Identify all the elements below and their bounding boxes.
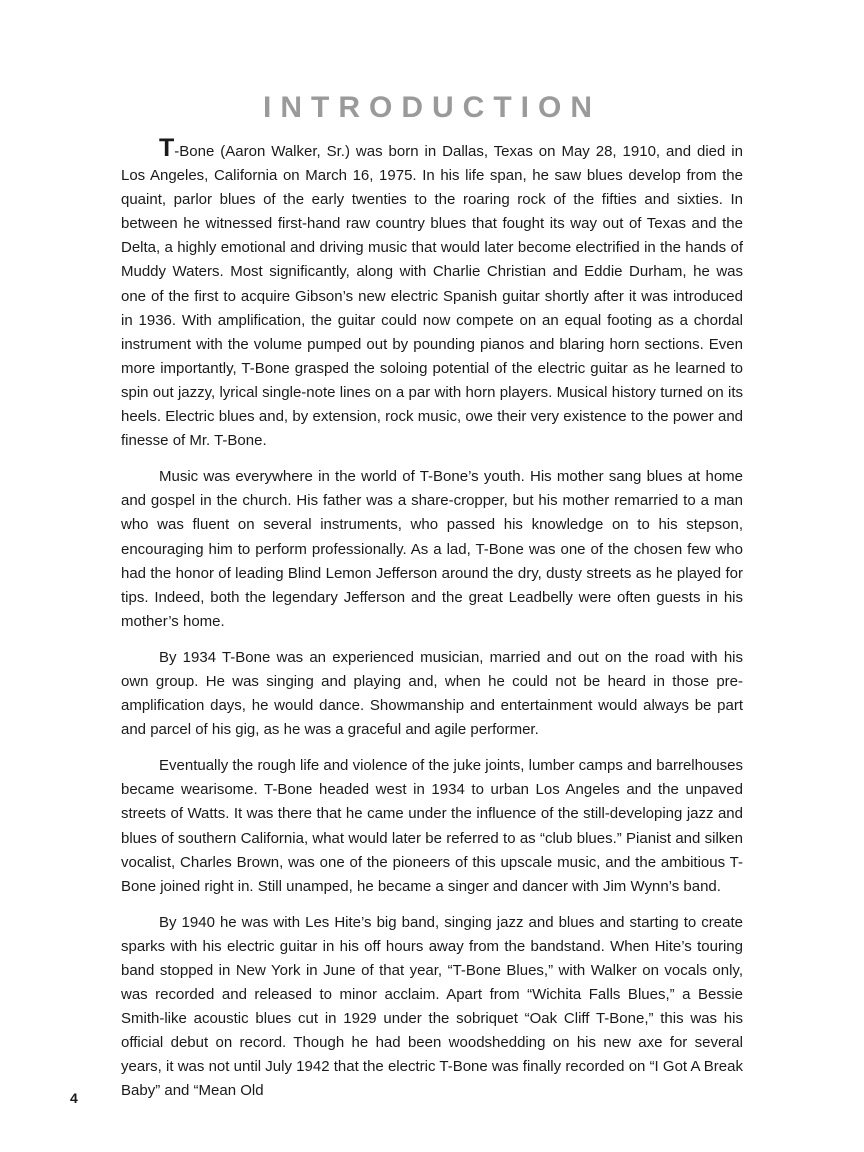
- paragraph-3: By 1934 T-Bone was an experienced musician, married and out on the road with his own group. He was singing and playing and, when he could not be heard in those pre-amplification days, he would dance. Showmanship and entertainment would always be part and parcel of his gig, as he was a graceful and agile performer.: [121, 648, 743, 739]
- paragraph-5: By 1940 he was with Les Hite’s big band, singing jazz and blues and starting to create sparks with his electric guitar in his off hours away from the bandstand. When Hite’s touring band stopped in New York in June of that year, “T-Bone Blues,” with Walker on vocals only, was recorded and released to minor acclaim. Apart from “Wichita Falls Blues,” a Bessie Smith-like acoustic blues cut in 1929 under the sobriquet “Oak Cliff T-Bone,” this was his official debut on record. Though he had been woodshedding on his new axe for several years, it was not until July 1942 that the electric T-Bone was finally recorded on “I Got A Break Baby” and “Mean Old: [121, 913, 743, 1100]
- drop-cap: T: [159, 134, 175, 162]
- page-title: INTRODUCTION: [263, 91, 601, 124]
- page-number: 4: [70, 1090, 78, 1106]
- paragraph-1: [121, 134, 743, 453]
- paragraph-1-text: -Bone (Aaron Walker, Sr.) was born in Dallas, Texas on May 28, 1910, and died in Los Angeles, California on March 16, 1975. In his life span, he saw blues develop from the quaint, parlor blues of the early twenties to the roaring rock of the fifties and sixties. In between he witnessed first-hand raw country blues that fought its way out of Texas and the Delta, a highly emotional and driving music that would later become electrified in the hands of Muddy Waters. Most significantly, along with Charlie Christian and Eddie Durham, he was one of the first to acquire Gibson’s new electric Spanish guitar shortly after it was introduced in 1936. With amplification, the guitar could now compete on an equal footing as a chordal instrument with the volume pumped out by pounding pianos and blaring horn sections. Even more importantly, T-Bone grasped the soloing potential of the electric guitar as he learned to spin out jazzy, lyrical single-note lines on a par with horn players. Musical history turned on its heels. Electric blues and, by extension, rock music, owe their very existence to the power and finesse of Mr. T-Bone.: [121, 143, 743, 450]
- paragraph-4: Eventually the rough life and violence of the juke joints, lumber camps and barrelhouses became wearisome. T-Bone headed west in 1934 to urban Los Angeles and the unpaved streets of Watts. It was there that he came under the influence of the still-developing jazz and blues of southern California, what would later be referred to as “club blues.” Pianist and silken vocalist, Charles Brown, was one of the pioneers of this upscale music, and the ambitious T-Bone joined right in. Still unamped, he became a singer and dancer with Jim Wynn’s band.: [121, 757, 743, 895]
- paragraph-2: Music was everywhere in the world of T-Bone’s youth. His mother sang blues at home and gospel in the church. His father was a share-cropper, but his mother remarried to a man who was fluent on several instruments, who passed his knowledge on to his stepson, encouraging him to perform professionally. As a lad, T-Bone was one of the chosen few who had the honor of leading Blind Lemon Jefferson around the dry, dusty streets as he played for tips. Indeed, both the legendary Jefferson and the great Leadbelly were often guests in his mother’s home.: [121, 468, 743, 630]
- body-text: [121, 134, 743, 1116]
